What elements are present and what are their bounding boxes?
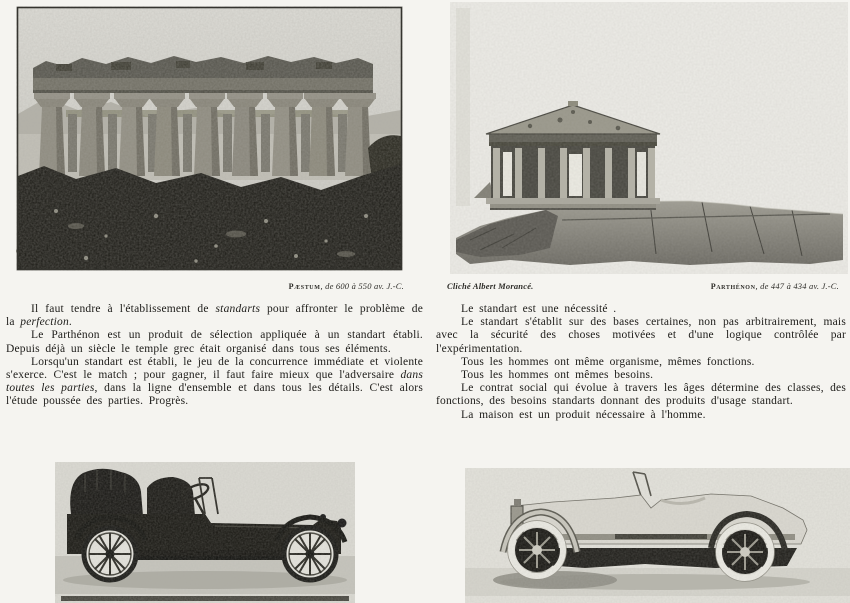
parthenon-photo <box>450 2 848 274</box>
text-run-italic: dans toutes les parties <box>6 369 423 395</box>
text-run-italic: perfection <box>20 316 69 329</box>
paestum-caption-name: Pæstum <box>288 282 321 291</box>
parthenon-caption <box>711 281 839 291</box>
paragraph <box>6 356 423 409</box>
text-run: Le Parthénon est un produit de sélection appliquée à un standart établi. Depuis déjà un siècle le temple grec était organisé dans tous ses éléments. <box>6 329 423 355</box>
text-run: Il faut tendre à l'établissement de <box>31 303 216 315</box>
text-run: . <box>68 316 72 329</box>
dark-touring-car-photo <box>55 462 355 603</box>
parthenon-caption-name: Parthénon <box>710 282 756 291</box>
paragraph <box>6 329 423 355</box>
paestum-photo <box>16 6 403 271</box>
paragraph <box>6 303 423 329</box>
paragraph: Tous les hommes ont mêmes besoins. <box>461 369 654 382</box>
parthenon-illustration <box>450 2 848 274</box>
light-car-illustration <box>465 468 850 603</box>
light-sport-car-photo <box>465 468 850 603</box>
text-run-italic: standarts <box>215 303 261 315</box>
dark-car-illustration <box>55 462 355 603</box>
paragraph: Le standart s'établit sur des bases certaines, non pas arbitrairement, mais avec la sécurité des choses motivées et d'une logique contrôlée par l'expérimentation. <box>436 316 846 355</box>
paragraph: Le contrat social qui évolue à travers les âges détermine des classes, des fonctions, des besoins standarts donnant des produits d'usage standart. <box>436 382 846 408</box>
text-run: , dans la ligne d'ensemble et dans tous les détails. C'est alors l'étude poussée des parties. Progrès. <box>6 382 423 408</box>
photo-credit: Cliché Albert Morancé. <box>447 281 534 291</box>
right-text-column <box>436 303 846 422</box>
left-text-column <box>6 303 423 409</box>
text-run: Lorsqu'un standart est établi, le jeu de la concurrence immédiate et violente s'exerce. C'est le match ; pour gagner, il faut faire mieux que l'adversaire <box>6 355 423 382</box>
paestum-caption-dates: , de 600 à 550 av. J.-C. <box>320 281 404 291</box>
text-run: pour affronter le problème de la <box>6 303 423 329</box>
parthenon-caption-dates: , de 447 à 434 av. J.-C. <box>755 281 839 291</box>
parthenon-caption-row <box>447 281 839 291</box>
paragraph: Le standart est une nécessité . <box>461 303 617 315</box>
paestum-illustration <box>16 6 403 271</box>
paestum-caption <box>184 281 404 291</box>
paragraph: La maison est un produit nécessaire à l'homme. <box>461 408 706 421</box>
paragraph: Tous les hommes ont même organisme, mêmes fonctions. <box>461 355 755 368</box>
